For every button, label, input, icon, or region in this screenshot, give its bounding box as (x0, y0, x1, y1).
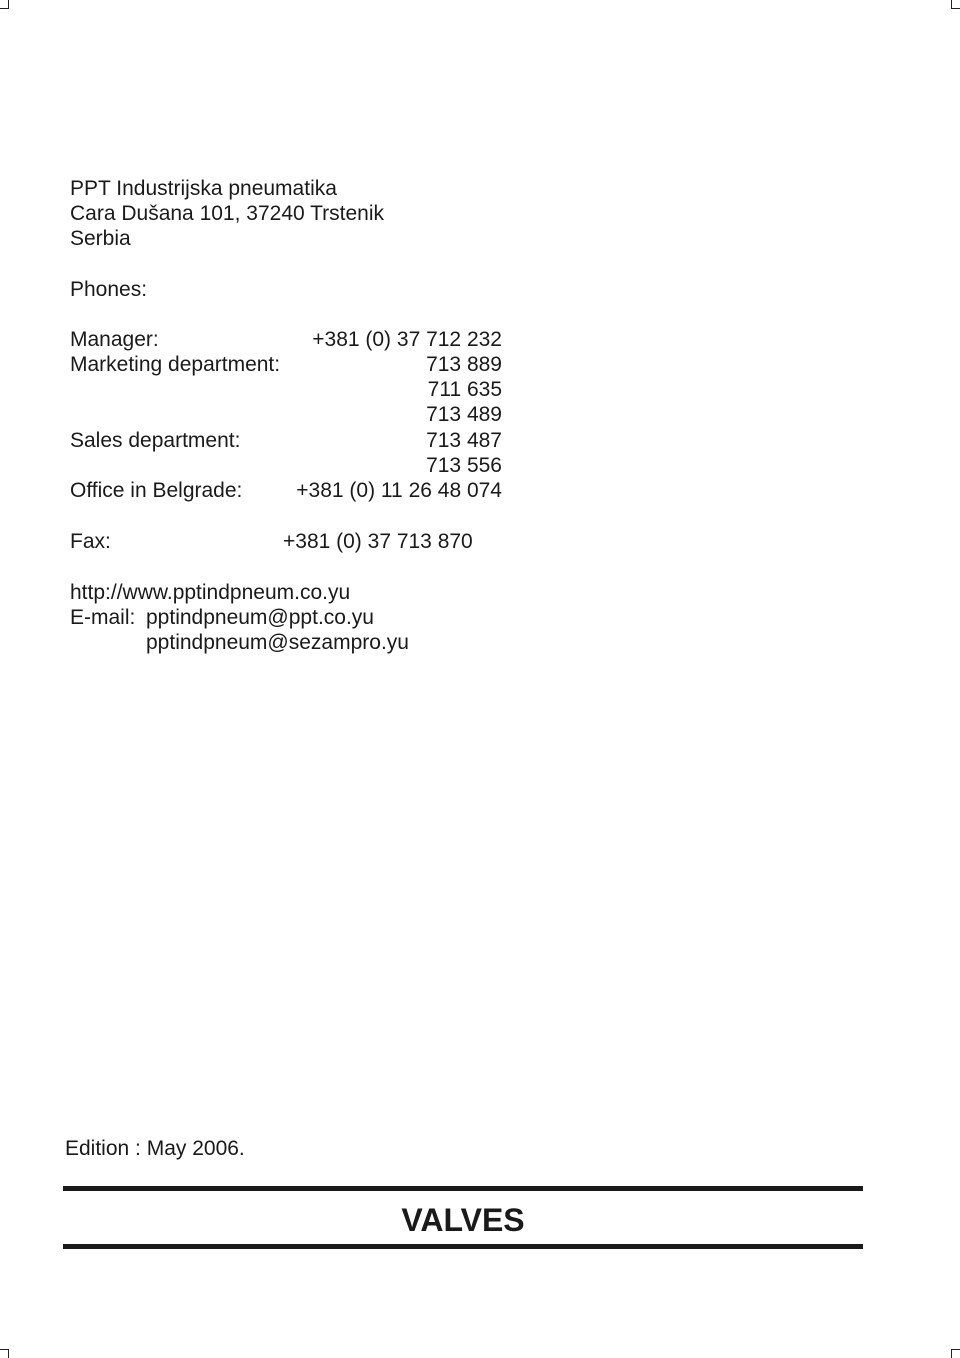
company-name: PPT Industrijska pneumatika (70, 177, 337, 200)
manager-label: Manager: (70, 328, 159, 351)
crop-mark-bottom-left (0, 1349, 9, 1358)
fax-number: +381 (0) 37 713 870 (283, 530, 473, 553)
phones-heading: Phones: (70, 278, 148, 301)
email-label: E-mail: (70, 606, 136, 629)
marketing-number: 713 889 (426, 353, 502, 376)
email-link[interactable]: pptindpneum@sezampro.yu (146, 631, 409, 654)
marketing-number: 711 635 (427, 378, 502, 401)
top-rule (63, 1186, 863, 1191)
sales-label: Sales department: (70, 429, 241, 452)
sales-number: 713 487 (426, 429, 502, 452)
crop-mark-bottom-right (951, 1349, 960, 1358)
crop-mark-top-right (951, 0, 960, 9)
document-title: VALVES (401, 1202, 525, 1238)
belgrade-label: Office in Belgrade: (70, 479, 243, 502)
manager-number: +381 (0) 37 712 232 (312, 328, 502, 351)
edition-note: Edition : May 2006. (65, 1137, 245, 1160)
belgrade-number: +381 (0) 11 26 48 074 (296, 479, 502, 502)
company-address: Cara Dušana 101, 37240 Trstenik (70, 202, 385, 225)
crop-mark-top-left (0, 0, 9, 9)
marketing-label: Marketing department: (70, 353, 281, 376)
fax-label: Fax: (70, 530, 111, 553)
company-country: Serbia (70, 227, 131, 250)
website-link[interactable]: http://www.pptindpneum.co.yu (70, 581, 351, 604)
sales-number: 713 556 (426, 454, 502, 477)
marketing-number: 713 489 (426, 403, 502, 426)
email-link[interactable]: pptindpneum@ppt.co.yu (146, 606, 374, 629)
bottom-rule (63, 1244, 863, 1249)
